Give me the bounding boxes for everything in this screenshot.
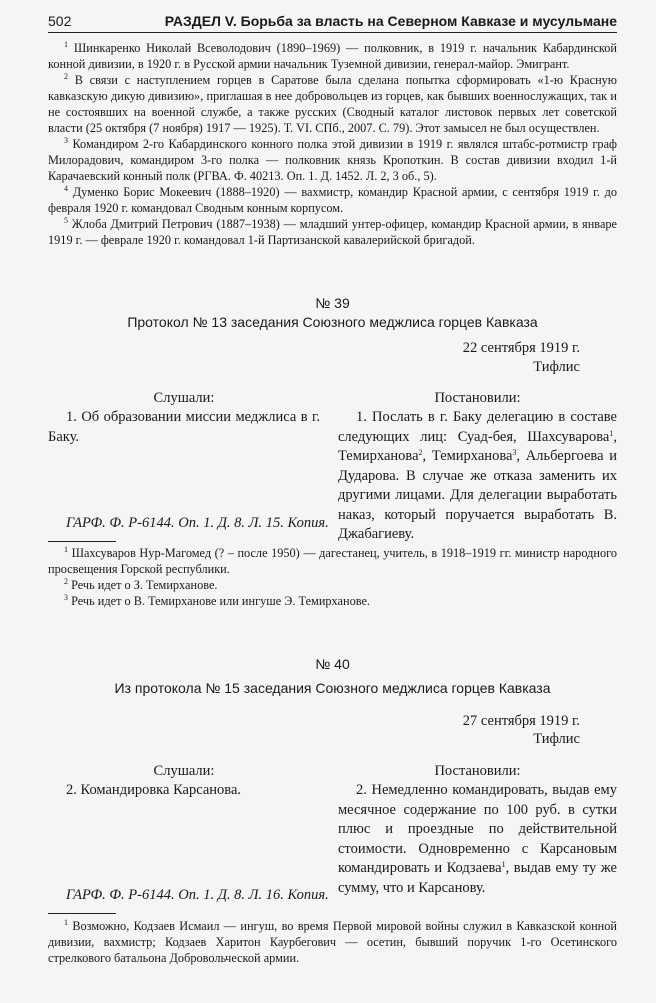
- footnote: [48, 918, 617, 966]
- footnote: [48, 577, 617, 593]
- doc39-heard: [48, 408, 320, 447]
- footnote-ref: 2: [418, 448, 423, 457]
- footnote: [48, 545, 617, 577]
- doc39-heard-label: Слушали:: [153, 390, 215, 406]
- footnote-number: 1: [64, 918, 68, 927]
- doc39-number: № 39: [315, 295, 350, 311]
- doc40-heard-label: Слушали:: [153, 763, 215, 779]
- footnote: [48, 216, 617, 248]
- footnote-text: В связи с наступлением горцев в Саратове была сделана попытка сформировать «1-ю Красную кавказскую дикую дивизию», приглашая в нее добровольцев из горцев, как бывших военнослужащих, так и не состоявших на военной службе, а также русских (Сводный каталог листовок первых лет советской власти (25 октября (7 ноября) 1917 — 1925). Т. VI. СПб., 2007. С. 79). Этот замысел не был осуществлен.: [48, 73, 617, 135]
- footnote-number: 3: [64, 136, 68, 145]
- doc40-number: № 40: [315, 656, 350, 672]
- doc40-resolved-label: Постановили:: [434, 763, 521, 779]
- top-footnotes: [48, 40, 617, 248]
- footnote-number: 1: [64, 545, 68, 554]
- footnote: [48, 40, 617, 72]
- doc40-heard: [48, 781, 320, 801]
- footnote-text: Речь идет о В. Темирханове или ингуше Э. Темирханове.: [71, 594, 370, 608]
- footnote: [48, 136, 617, 184]
- resolved-text: [338, 408, 617, 545]
- doc40-footnotes: [48, 918, 617, 966]
- footnote-number: 1: [64, 40, 68, 49]
- footnote-number: 2: [64, 577, 68, 586]
- doc39-source: ГАРФ. Ф. Р-6144. Оп. 1. Д. 8. Л. 15. Копия.: [66, 515, 329, 531]
- footnote-text: Жлоба Дмитрий Петрович (1887–1938) — младший унтер-офицер, командир Красной армии, в январе 1919 г. — феврале 1920 г. командовал 1-й Партизанской кавалерийской бригадой.: [48, 217, 618, 247]
- footnote-text: Возможно, Кодзаев Исмаил — ингуш, во время Первой мировой войны служил в Кавказской конной дивизии, вахмистр; Кодзаев Харитон Каурбегович — осетин, бывший поручик 1-го Осетинского стрелкового батальона Добровольческой армии.: [48, 919, 617, 965]
- doc39-date: 22 сентября 1919 г.: [462, 340, 580, 356]
- doc40-date: 27 сентября 1919 г.: [462, 713, 580, 729]
- text-segment: , Альбергоева и Дударова. В случае же отказа заменить их другими лицами. Для делегации выработать наказ, который поручается выработать В. Джабагиеву.: [338, 448, 617, 542]
- text-segment: , выдав ему ту же сумму, что и Карсанову.: [338, 860, 617, 896]
- doc40-place: Тифлис: [533, 731, 580, 747]
- doc39-title: Протокол № 13 заседания Союзного меджлиса горцев Кавказа: [127, 314, 538, 330]
- footnote-ref: 1: [501, 860, 506, 869]
- footnote-ref: 3: [512, 448, 517, 457]
- footnote: [48, 184, 617, 216]
- doc40-source: ГАРФ. Ф. Р-6144. Оп. 1. Д. 8. Л. 16. Копия.: [66, 887, 329, 903]
- footnote-divider: [48, 913, 116, 914]
- footnote-divider: [48, 541, 116, 542]
- footnote-number: 5: [64, 216, 68, 225]
- text-segment: , Темирханова: [338, 428, 617, 464]
- footnote-text: Речь идет о З. Темирханове.: [71, 578, 218, 592]
- text-segment: 2. Немедленно командировать, выдав ему месячное содержание по 100 руб. в сутки плюс и проездные по действительной стоимости. Одновременно с Карсановым командировать и Кодзаева: [338, 782, 617, 876]
- doc40-resolved: [338, 781, 617, 898]
- footnote-text: Командиром 2-го Кабардинского конного полка этой дивизии в 1919 г. являлся штабс-ротмистр граф Милорадович, командиром 3-го полка — полковник князь Кропоткин. В состав дивизии входил 1-й Карачаевский конный полк (РГВА. Ф. 40213. Оп. 1. Д. 1452. Л. 2, 3 об., 5).: [48, 137, 617, 183]
- doc40-title: Из протокола № 15 заседания Союзного меджлиса горцев Кавказа: [114, 680, 551, 696]
- text-segment: 1. Послать в г. Баку делегацию в составе следующих лиц: Суад-бея, Шахсуварова: [338, 409, 617, 445]
- page-number: 502: [48, 13, 72, 29]
- footnote: [48, 72, 617, 136]
- doc39-resolved-label: Постановили:: [434, 390, 521, 406]
- doc39-footnotes: [48, 545, 617, 609]
- footnote: [48, 593, 617, 609]
- text-segment: , Темирханова: [422, 448, 513, 464]
- footnote-number: 3: [64, 593, 68, 602]
- footnote-number: 4: [64, 184, 68, 193]
- resolved-text: [338, 781, 617, 898]
- doc39-resolved: [338, 408, 617, 545]
- footnote-ref: 1: [609, 428, 614, 438]
- footnote-number: 2: [64, 72, 68, 81]
- heard-text: 1. Об образовании миссии меджлиса в г. Баку.: [48, 409, 320, 445]
- heard-text: 2. Командировка Карсанова.: [66, 782, 242, 798]
- footnote-text: Думенко Борис Мокеевич (1888–1920) — вахмистр, командир Красной армии, с сентября 1919 г. до февраля 1920 г. командовал Сводным конным корпусом.: [48, 185, 618, 215]
- running-header: [48, 12, 617, 33]
- footnote-text: Шахсуваров Нур-Магомед (? – после 1950) — дагестанец, учитель, в 1918–1919 гг. министр народного просвещения Горской республики.: [48, 546, 617, 576]
- doc39-place: Тифлис: [533, 359, 580, 375]
- footnote-text: Шинкаренко Николай Всеволодович (1890–1969) — полковник, в 1919 г. начальник Кабардинской конной дивизии, в 1920 г. в Русской армии начальник Туземной дивизии, генерал-майор. Эмигрант.: [48, 41, 617, 71]
- section-title: РАЗДЕЛ V. Борьба за власть на Северном Кавказе и мусульмане: [164, 13, 617, 29]
